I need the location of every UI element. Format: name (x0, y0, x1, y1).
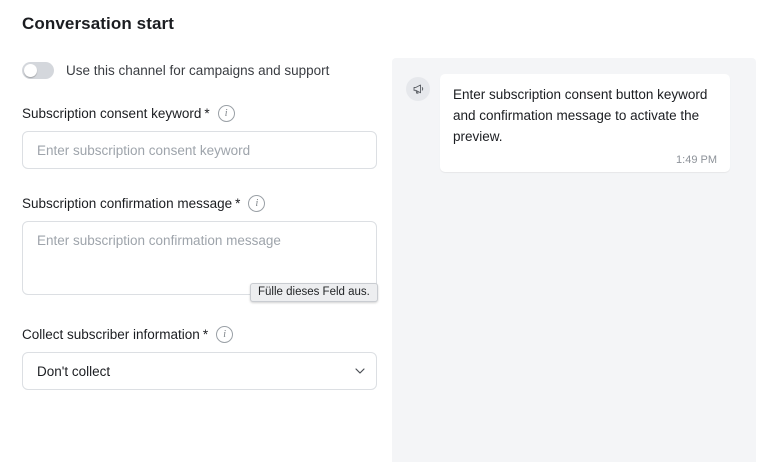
preview-message-time: 1:49 PM (676, 153, 717, 166)
preview-panel (392, 58, 756, 462)
select-wrapper (22, 352, 377, 390)
preview-message-bubble (440, 74, 730, 172)
subscription-consent-keyword-field (22, 105, 376, 169)
megaphone-icon (406, 77, 430, 101)
info-icon[interactable]: i (248, 195, 265, 212)
subscription-consent-keyword-input[interactable] (22, 131, 377, 169)
campaigns-support-toggle-label: Use this channel for campaigns and support (66, 63, 330, 78)
required-asterisk: * (202, 327, 209, 342)
subscription-confirmation-message-field (22, 195, 376, 300)
validation-tooltip: Fülle dieses Feld aus. (250, 283, 378, 302)
collect-subscriber-information-label (22, 326, 376, 343)
subscription-consent-keyword-label (22, 105, 376, 122)
campaigns-support-toggle[interactable] (22, 62, 54, 79)
campaign-channel-toggle-row (22, 62, 376, 79)
textarea-wrapper (22, 221, 377, 300)
label-text: Subscription confirmation message (22, 196, 233, 211)
info-icon[interactable]: i (218, 105, 235, 122)
required-asterisk: * (235, 196, 241, 211)
collect-subscriber-information-select[interactable] (22, 352, 377, 390)
page-title: Conversation start (22, 14, 175, 33)
required-asterisk: * (204, 106, 210, 121)
collect-subscriber-information-field (22, 326, 376, 390)
label-text: Subscription consent keyword (22, 106, 202, 121)
preview-message-text: Enter subscription consent button keyword and confirmation message to activate the preview. (453, 87, 708, 144)
toggle-knob (24, 64, 37, 77)
subscription-confirmation-message-label (22, 195, 376, 212)
label-text: Collect subscriber information (22, 327, 200, 342)
preview-message-row (392, 58, 756, 172)
info-icon[interactable]: i (216, 326, 233, 343)
